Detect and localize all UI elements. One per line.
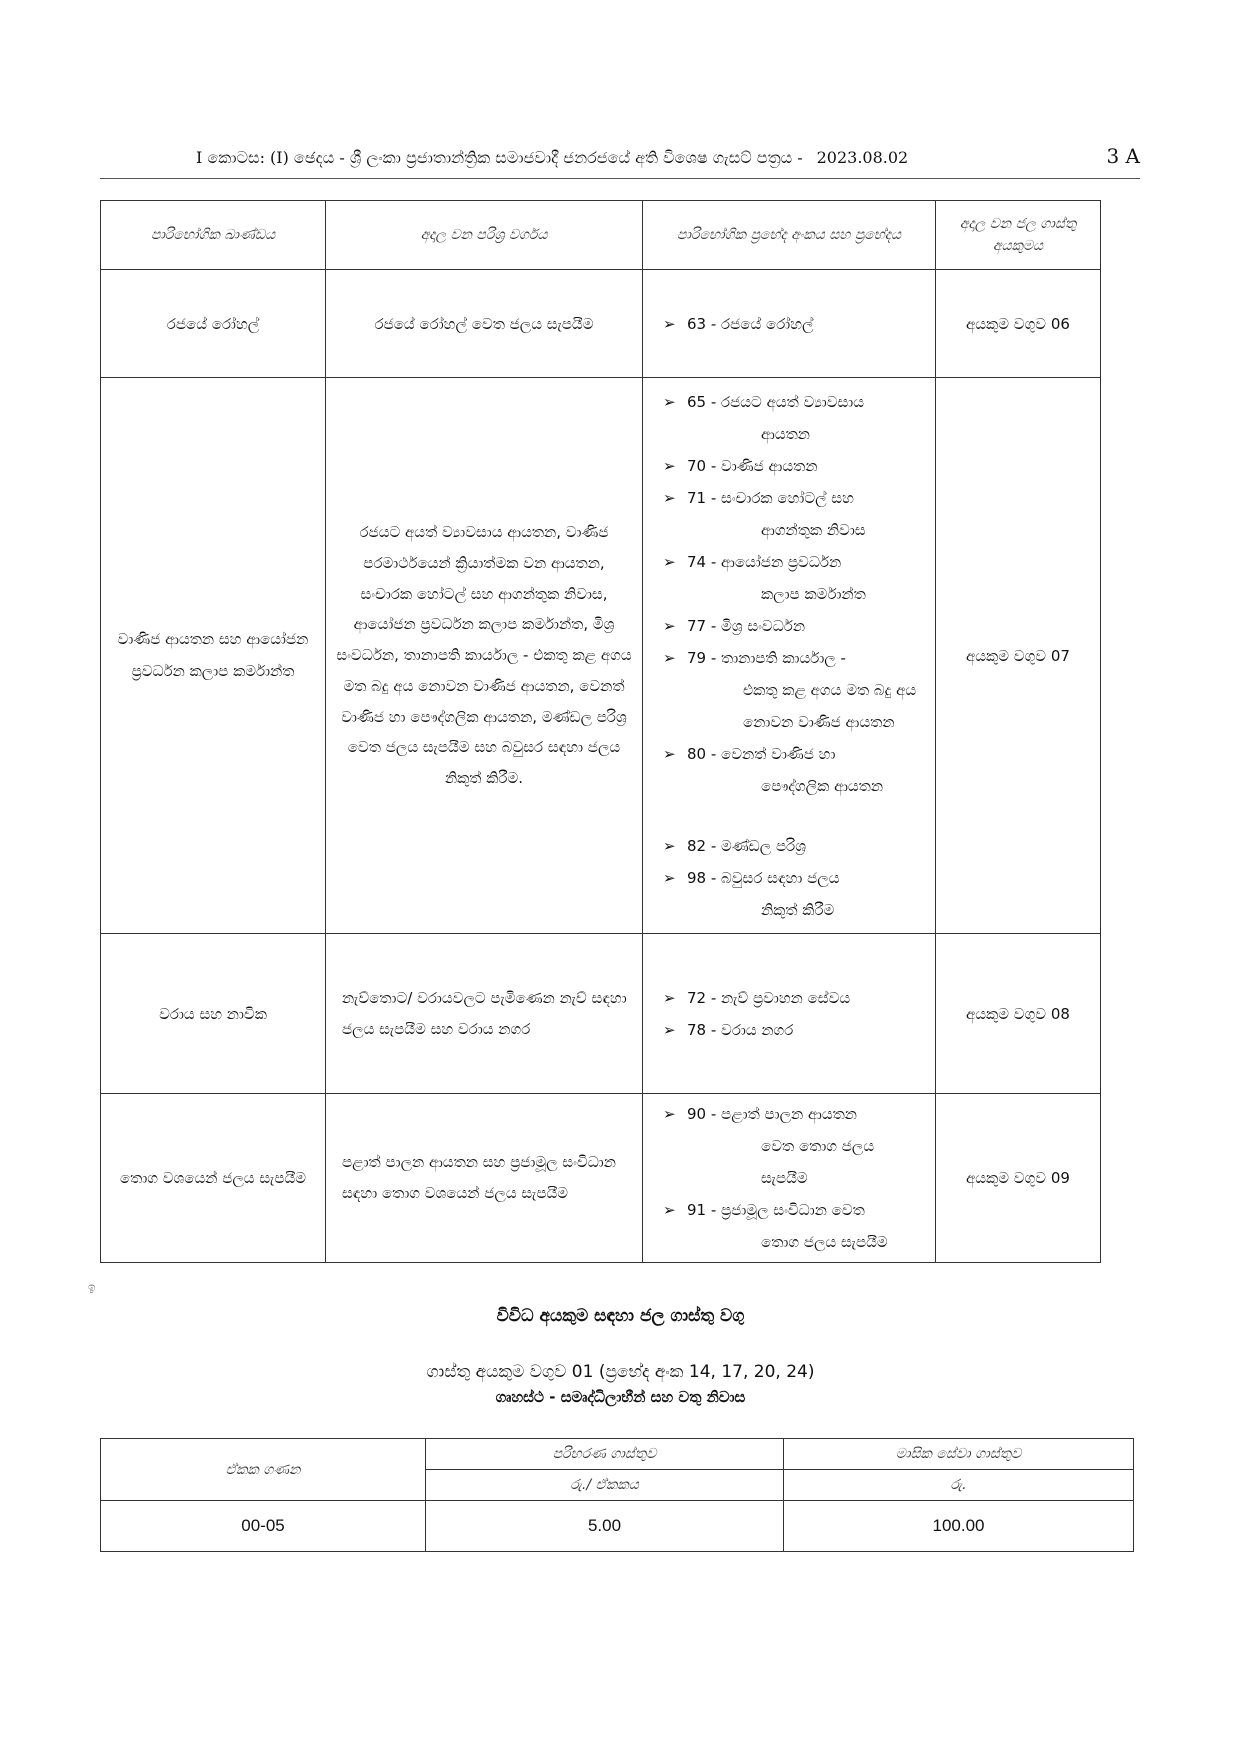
- column-header: ඒකක ගණන: [101, 1439, 426, 1501]
- list-item: ➢ 91 - ප්‍රජාමූල සංවිධාන වෙත තොග ජලය සැපයීම: [653, 1194, 925, 1258]
- consumer-category-table: [100, 200, 1101, 1263]
- premises-cell: පළාත් පාලන ආයතන සහ ප්‍රජාමූල සංවිධාන සඳහා තොග වශයෙන් ජලය සැපයීම: [326, 1094, 643, 1263]
- tariff-cell: අයකුම වගුව 08: [936, 934, 1101, 1094]
- list-item: ➢ 63 - රජයේ රෝහල්: [653, 308, 925, 340]
- table-row: [101, 1501, 1134, 1552]
- arrowhead-bullet-icon: ➢: [663, 988, 676, 1007]
- subcategory-cell: [643, 1094, 936, 1263]
- service-charge-cell: 100.00: [784, 1501, 1134, 1552]
- column-header: පාරිභෝගික ප්‍රභේද අංකය සහ ප්‍රභේදය: [643, 201, 936, 270]
- arrowhead-bullet-icon: ➢: [663, 1201, 676, 1219]
- category-cell: තොග වශයෙන් ජලය සැපයීම: [101, 1094, 326, 1263]
- subcategory-cell: [643, 378, 936, 934]
- table-header-row: [101, 1439, 1134, 1470]
- unit-header: රු./ ඒකකය: [426, 1470, 784, 1501]
- arrowhead-bullet-icon: ➢: [663, 1105, 676, 1123]
- list-item: ➢ 82 - මණ්ඩල පරිශ්‍ර: [653, 830, 925, 862]
- column-header: අදාල වන පරිශ්‍ර වර්ගය: [326, 201, 643, 270]
- tariff-cell: අයකුම වගුව 09: [936, 1094, 1101, 1263]
- section-subtitle-2: ගෘහස්ථ - සමෘද්ධිලාභීන් සහ වතු නිවාස: [495, 1388, 746, 1406]
- units-cell: 00-05: [101, 1501, 426, 1552]
- premises-cell: නැව්තොට/ වරායවලට පැමිණෙන නැව් සඳහා ජලය සැපයීම සහ වරාය නගර: [326, 934, 643, 1094]
- arrowhead-bullet-icon: ➢: [663, 648, 676, 667]
- table-header-row: [101, 201, 1101, 270]
- arrowhead-bullet-icon: ➢: [663, 868, 676, 887]
- category-cell: වාණිජ ආයතන සහ ආයෝජන ප්‍රවර්ධන කලාප කර්මාන්ත: [101, 378, 326, 934]
- section-title: විවිධ අයකුම සඳහා ජල ගාස්තු වගු: [496, 1306, 745, 1326]
- list-item: ➢ 72 - නැව් ප්‍රවාහන සේවය: [653, 982, 925, 1014]
- tariff-cell: අයකුම වගුව 07: [936, 378, 1101, 934]
- premises-cell: රජයට අයත් ව්‍යාවසාය ආයතන, වාණිජ පරමාර්ථයෙන් ක්‍රියාත්මක වන ආයතන, සංචාරක හෝටල් සහ ආගන්තුක නිවාස, ආයෝජන ප්‍රවර්ධන කලාප කර්මාන්ත, මිශ්‍ර සංවර්ධන, තානාපති කාර්යාල - එකතු කළ අගය මත බදු අය නොවන වාණිජ ආයතන, වෙනත් වාණිජ හා පෞද්ගලික ආයතන, මණ්ඩල පරිශ්‍ර වෙත ජලය සැපයීම සහ බවුසර සඳහා ජලය නිකුත් කිරීම.: [326, 378, 643, 934]
- arrowhead-bullet-icon: ➢: [663, 552, 676, 571]
- list-item: ➢ 71 - සංචාරක හෝටල් සහ ආගන්තුක නිවාස: [653, 482, 925, 546]
- gazette-title-text: I කොටස: (I) ඡෙදය - ශ්‍රී ලංකා ප්‍රජාතාන්ත්‍රික සමාජවාදී ජනරජයේ අති විශෙෂ ගැසට් පත්‍රය -: [196, 148, 803, 167]
- column-header: අදාල වන ජල ගාස්තු අයකුමය: [936, 201, 1101, 270]
- list-item: ➢ 98 - බවුසර සඳහා ජලය නිකුත් කිරීම: [653, 862, 925, 926]
- arrowhead-bullet-icon: ➢: [663, 1020, 676, 1039]
- arrowhead-bullet-icon: ➢: [663, 456, 676, 475]
- list-item: ➢ 70 - වාණිජ ආයතන: [653, 450, 925, 482]
- arrowhead-bullet-icon: ➢: [663, 314, 676, 333]
- column-header: මාසික සේවා ගාස්තුව: [784, 1439, 1134, 1470]
- list-item: ➢ 65 - රජයට අයත් ව්‍යාවසාය ආයතන: [653, 386, 925, 450]
- list-item: ➢ 90 - පළාත් පාලන ආයතන වෙත තොග ජලය සැපයීම: [653, 1098, 925, 1194]
- page-header: [100, 142, 1140, 179]
- margin-mark: ඉ: [88, 1280, 96, 1294]
- list-item: ➢ 79 - තානාපති කාර්යාල - එකතු කළ අගය මත බදු අය නොවන වාණිජ ආයතන: [653, 642, 925, 738]
- arrowhead-bullet-icon: ➢: [663, 392, 676, 411]
- table-row: [101, 934, 1101, 1094]
- category-cell: වරාය සහ නාවික: [101, 934, 326, 1094]
- subcategory-cell: [643, 270, 936, 378]
- arrowhead-bullet-icon: ➢: [663, 836, 676, 855]
- list-item: ➢ 80 - වෙනත් වාණිජ හා පෞද්ගලික ආයතන: [653, 738, 925, 802]
- subcategory-list: [653, 982, 925, 1046]
- tariff-cell: අයකුම වගුව 06: [936, 270, 1101, 378]
- list-item: ➢ 78 - වරාය නගර: [653, 1014, 925, 1046]
- tariff-rate-table: [100, 1438, 1134, 1552]
- column-header: පරිභරණ ගාස්තුව: [426, 1439, 784, 1470]
- gazette-date: 2023.08.02: [816, 148, 909, 167]
- column-header: පාරිභෝගික ඛාණ්ඩය: [101, 201, 326, 270]
- section-subtitle: ගාස්තු අයකුම වගුව 01 (ප්‍රභේද අංක 14, 17, 20, 24): [426, 1362, 815, 1382]
- list-item: ➢ 77 - මිශ්‍ර සංවර්ධන: [653, 610, 925, 642]
- subcategory-list: [653, 386, 925, 926]
- subcategory-list: [653, 308, 925, 340]
- arrowhead-bullet-icon: ➢: [663, 744, 676, 763]
- usage-charge-cell: 5.00: [426, 1501, 784, 1552]
- unit-header: රු.: [784, 1470, 1134, 1501]
- arrowhead-bullet-icon: ➢: [663, 488, 676, 507]
- subcategory-list: [653, 1098, 925, 1258]
- gazette-title: [196, 148, 908, 168]
- page-number: 3 A: [1106, 144, 1140, 168]
- arrowhead-bullet-icon: ➢: [663, 616, 676, 635]
- premises-cell: රජයේ රෝහල් වෙත ජලය සැපයීම: [326, 270, 643, 378]
- table-row: [101, 378, 1101, 934]
- category-cell: රජයේ රෝහල්: [101, 270, 326, 378]
- list-item: ➢ 74 - ආයෝජන ප්‍රවර්ධන කලාප කර්මාන්ත: [653, 546, 925, 610]
- table-row: [101, 270, 1101, 378]
- subcategory-cell: [643, 934, 936, 1094]
- table-row: [101, 1094, 1101, 1263]
